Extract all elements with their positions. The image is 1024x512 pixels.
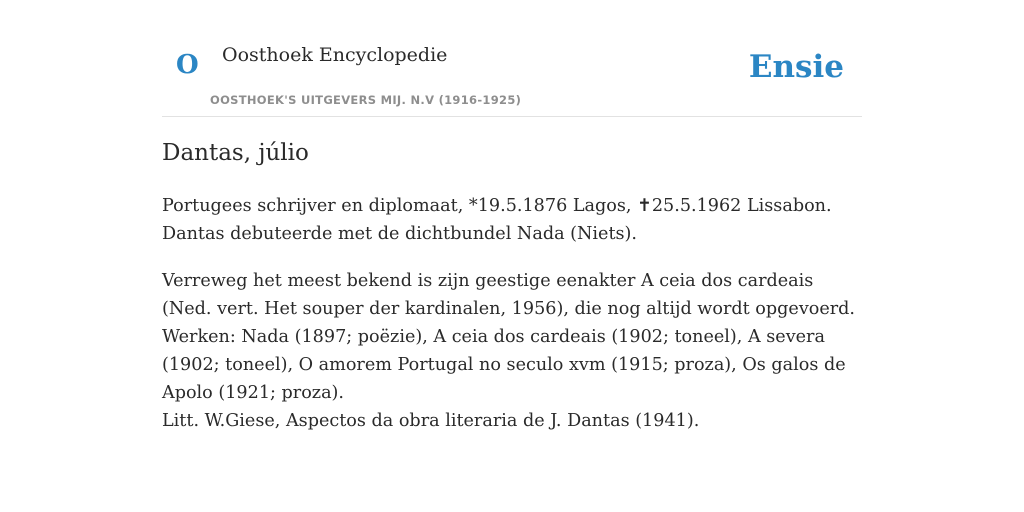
publisher-label: OOSTHOEK'S UITGEVERS MIJ. N.V (1916-1925): [210, 93, 522, 107]
entry-title: Dantas, júlio: [162, 140, 309, 166]
entry-paragraph-works: Verreweg het meest bekend is zijn geestige eenakter A ceia dos cardeais (Ned. vert. Het souper der kardinalen, 1956), die nog altijd wordt opgevoerd. Werken: Nada (1897; poëzie), A ceia dos cardeais (1902; toneel), A severa (1902; toneel), O amorem Portugal no seculo xvm (1915; proza), Os galos de Apolo (1921; proza).: [162, 271, 856, 403]
page-container: [162, 0, 862, 431]
encyclopedia-title-link[interactable]: Oosthoek Encyclopedie: [222, 44, 448, 66]
encyclopedia-header: [162, 0, 862, 117]
encyclopedia-logo-icon[interactable]: O: [176, 50, 199, 80]
ensie-brand-logo[interactable]: Ensie: [748, 49, 844, 85]
entry-paragraph-intro: Portugees schrijver en diplomaat, *19.5.1876 Lagos, ✝25.5.1962 Lissabon. Dantas debuteerde met de dichtbundel Nada (Niets).: [162, 196, 832, 244]
entry-paragraph-literature: Litt. W.Giese, Aspectos da obra literaria de J. Dantas (1941).: [162, 411, 700, 431]
